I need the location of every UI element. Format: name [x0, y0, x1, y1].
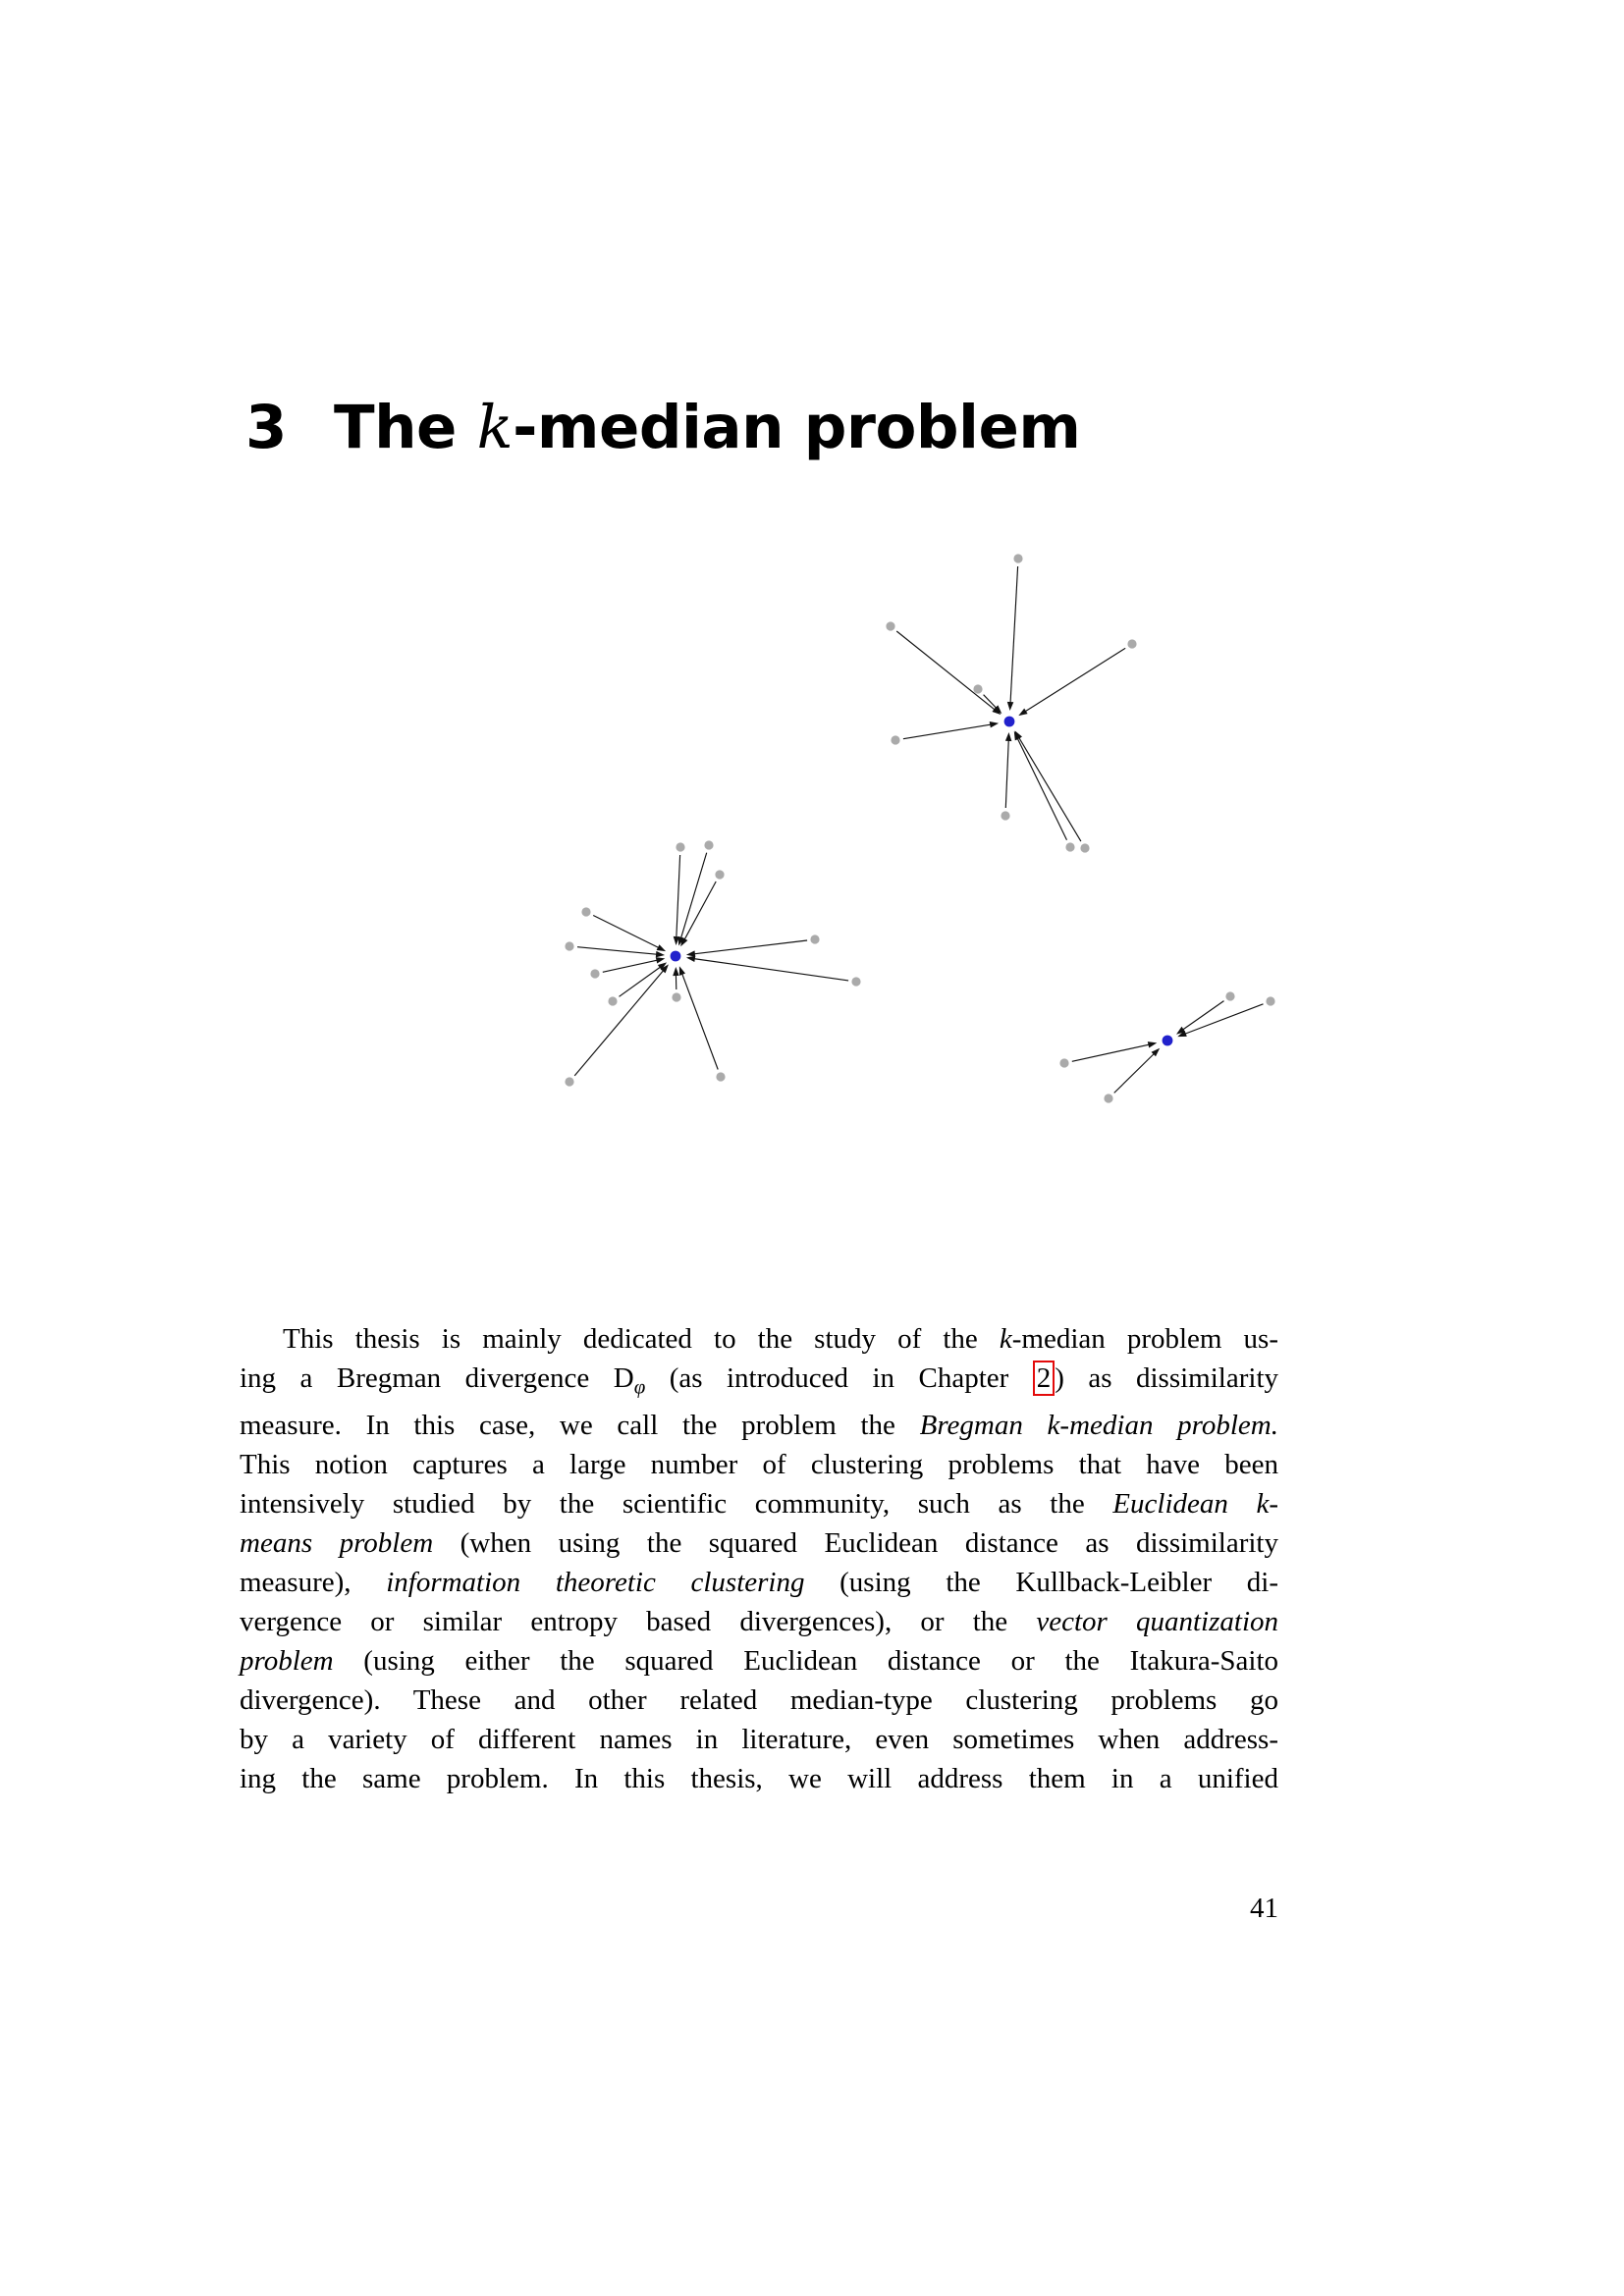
assignment-arrowhead — [656, 957, 666, 963]
body-text: divergence). These and other related median-type clustering problems go — [240, 1684, 1278, 1717]
data-point — [590, 969, 599, 978]
assignment-arrowhead — [1005, 732, 1012, 741]
section-title-pre: The — [333, 393, 477, 462]
data-point — [810, 934, 819, 943]
data-point — [886, 621, 894, 630]
cluster-center — [1004, 717, 1015, 727]
section-title-math-k: k — [476, 393, 514, 462]
assignment-arrow — [577, 947, 658, 955]
chapter-2-link[interactable]: 2 — [1033, 1361, 1056, 1396]
assignment-arrow — [1010, 566, 1018, 704]
italic-term: vector quantization — [1036, 1606, 1278, 1638]
assignment-arrow — [574, 970, 664, 1076]
body-text: This notion captures a large number of clustering problems that have been — [240, 1449, 1278, 1481]
data-point — [672, 992, 680, 1001]
data-point — [608, 996, 617, 1005]
assignment-arrowhead — [686, 956, 695, 962]
section-number: 3 — [245, 393, 287, 462]
data-point — [851, 977, 860, 986]
paragraph-line — [240, 1602, 1278, 1641]
data-point — [565, 941, 573, 950]
paragraph-line — [240, 1406, 1278, 1445]
body-text: (using either the squared Euclidean distance or the Itakura-Saito — [333, 1645, 1278, 1678]
body-text: intensively studied by the scientific community, such as the — [240, 1488, 1113, 1521]
section-title-post: -median problem — [513, 393, 1081, 462]
data-point — [581, 907, 590, 916]
paragraph-line — [240, 1484, 1278, 1523]
assignment-arrowhead — [657, 944, 667, 951]
assignment-arrow — [1005, 739, 1008, 808]
body-text: vergence or similar entropy based divergences), or the — [240, 1606, 1037, 1638]
body-text: ing a Bregman divergence D — [240, 1362, 634, 1394]
assignment-arrow — [680, 853, 707, 939]
assignment-arrow — [1182, 1001, 1224, 1031]
paragraph-line — [240, 1445, 1278, 1484]
paragraph-line — [240, 1720, 1278, 1759]
body-text: ) as dissimilarity — [1055, 1362, 1279, 1394]
assignment-arrowhead — [686, 950, 695, 956]
data-point — [1013, 554, 1022, 562]
data-point — [1080, 843, 1089, 852]
assignment-arrow — [1072, 1044, 1151, 1061]
assignment-arrow — [593, 916, 660, 949]
data-point — [704, 840, 713, 849]
body-text: (using the Kullback-Leibler di- — [804, 1567, 1278, 1599]
subscript-varphi: φ — [633, 1374, 646, 1399]
cluster-center — [1163, 1036, 1173, 1046]
body-text: by a variety of different names in literature, even sometimes when address- — [240, 1724, 1278, 1756]
assignment-arrowhead — [1148, 1041, 1158, 1047]
data-point — [715, 870, 724, 879]
assignment-arrowhead — [1018, 709, 1027, 717]
assignment-arrow — [1114, 1053, 1156, 1094]
assignment-arrowhead — [679, 966, 685, 976]
data-point — [1225, 991, 1234, 1000]
assignment-arrowhead — [673, 967, 679, 976]
data-point — [1127, 639, 1136, 648]
body-text: -median problem us- — [1011, 1323, 1279, 1355]
assignment-arrowhead — [1007, 702, 1014, 711]
assignment-arrow — [896, 631, 996, 711]
italic-term: Bregman k-median problem. — [919, 1410, 1278, 1442]
assignment-arrow — [1018, 737, 1081, 842]
paragraph-line — [240, 1319, 1278, 1359]
assignment-arrow — [903, 724, 992, 739]
body-text: (as introduced in Chapter — [645, 1362, 1033, 1394]
body-paragraph — [240, 1319, 1278, 1798]
paragraph-line — [240, 1681, 1278, 1720]
paragraph-line — [240, 1359, 1278, 1406]
data-point — [676, 842, 684, 851]
assignment-arrow — [693, 940, 807, 954]
data-point — [716, 1072, 725, 1081]
data-point — [1059, 1058, 1068, 1067]
assignment-arrow — [1017, 737, 1067, 840]
italic-term: means problem — [240, 1527, 434, 1560]
data-point — [1065, 842, 1074, 851]
body-text: This thesis is mainly dedicated to the study of the — [283, 1323, 1000, 1355]
italic-term: information theoretic clustering — [386, 1567, 805, 1599]
paragraph-line — [240, 1759, 1278, 1798]
data-point — [1001, 811, 1009, 820]
assignment-arrowhead — [656, 951, 665, 958]
paragraph-line — [240, 1563, 1278, 1602]
cluster-center — [671, 951, 681, 962]
page-number: 41 — [1250, 1893, 1278, 1924]
italic-term: problem — [240, 1645, 334, 1678]
body-text: measure), — [240, 1567, 387, 1599]
body-text: (when using the squared Euclidean distance as dissimilarity — [433, 1527, 1278, 1560]
assignment-arrow — [677, 855, 680, 938]
assignment-arrow — [1024, 648, 1125, 712]
data-point — [973, 684, 982, 693]
data-point — [1266, 996, 1274, 1005]
data-point — [1104, 1094, 1112, 1102]
assignment-arrow — [1184, 1004, 1264, 1035]
assignment-arrow — [681, 973, 718, 1070]
paragraph-line — [240, 1523, 1278, 1563]
italic-term: k — [999, 1323, 1012, 1355]
body-text: measure. In this case, we call the problem the — [240, 1410, 920, 1442]
body-text: ing the same problem. In this thesis, we will address them in a unified — [240, 1763, 1278, 1795]
assignment-arrow — [693, 959, 848, 981]
assignment-arrow — [603, 960, 659, 972]
assignment-arrowhead — [990, 721, 999, 727]
paragraph-line — [240, 1641, 1278, 1681]
data-point — [565, 1077, 573, 1086]
data-point — [891, 735, 899, 744]
assignment-arrow — [620, 967, 662, 997]
italic-term: Euclidean k- — [1112, 1488, 1278, 1521]
